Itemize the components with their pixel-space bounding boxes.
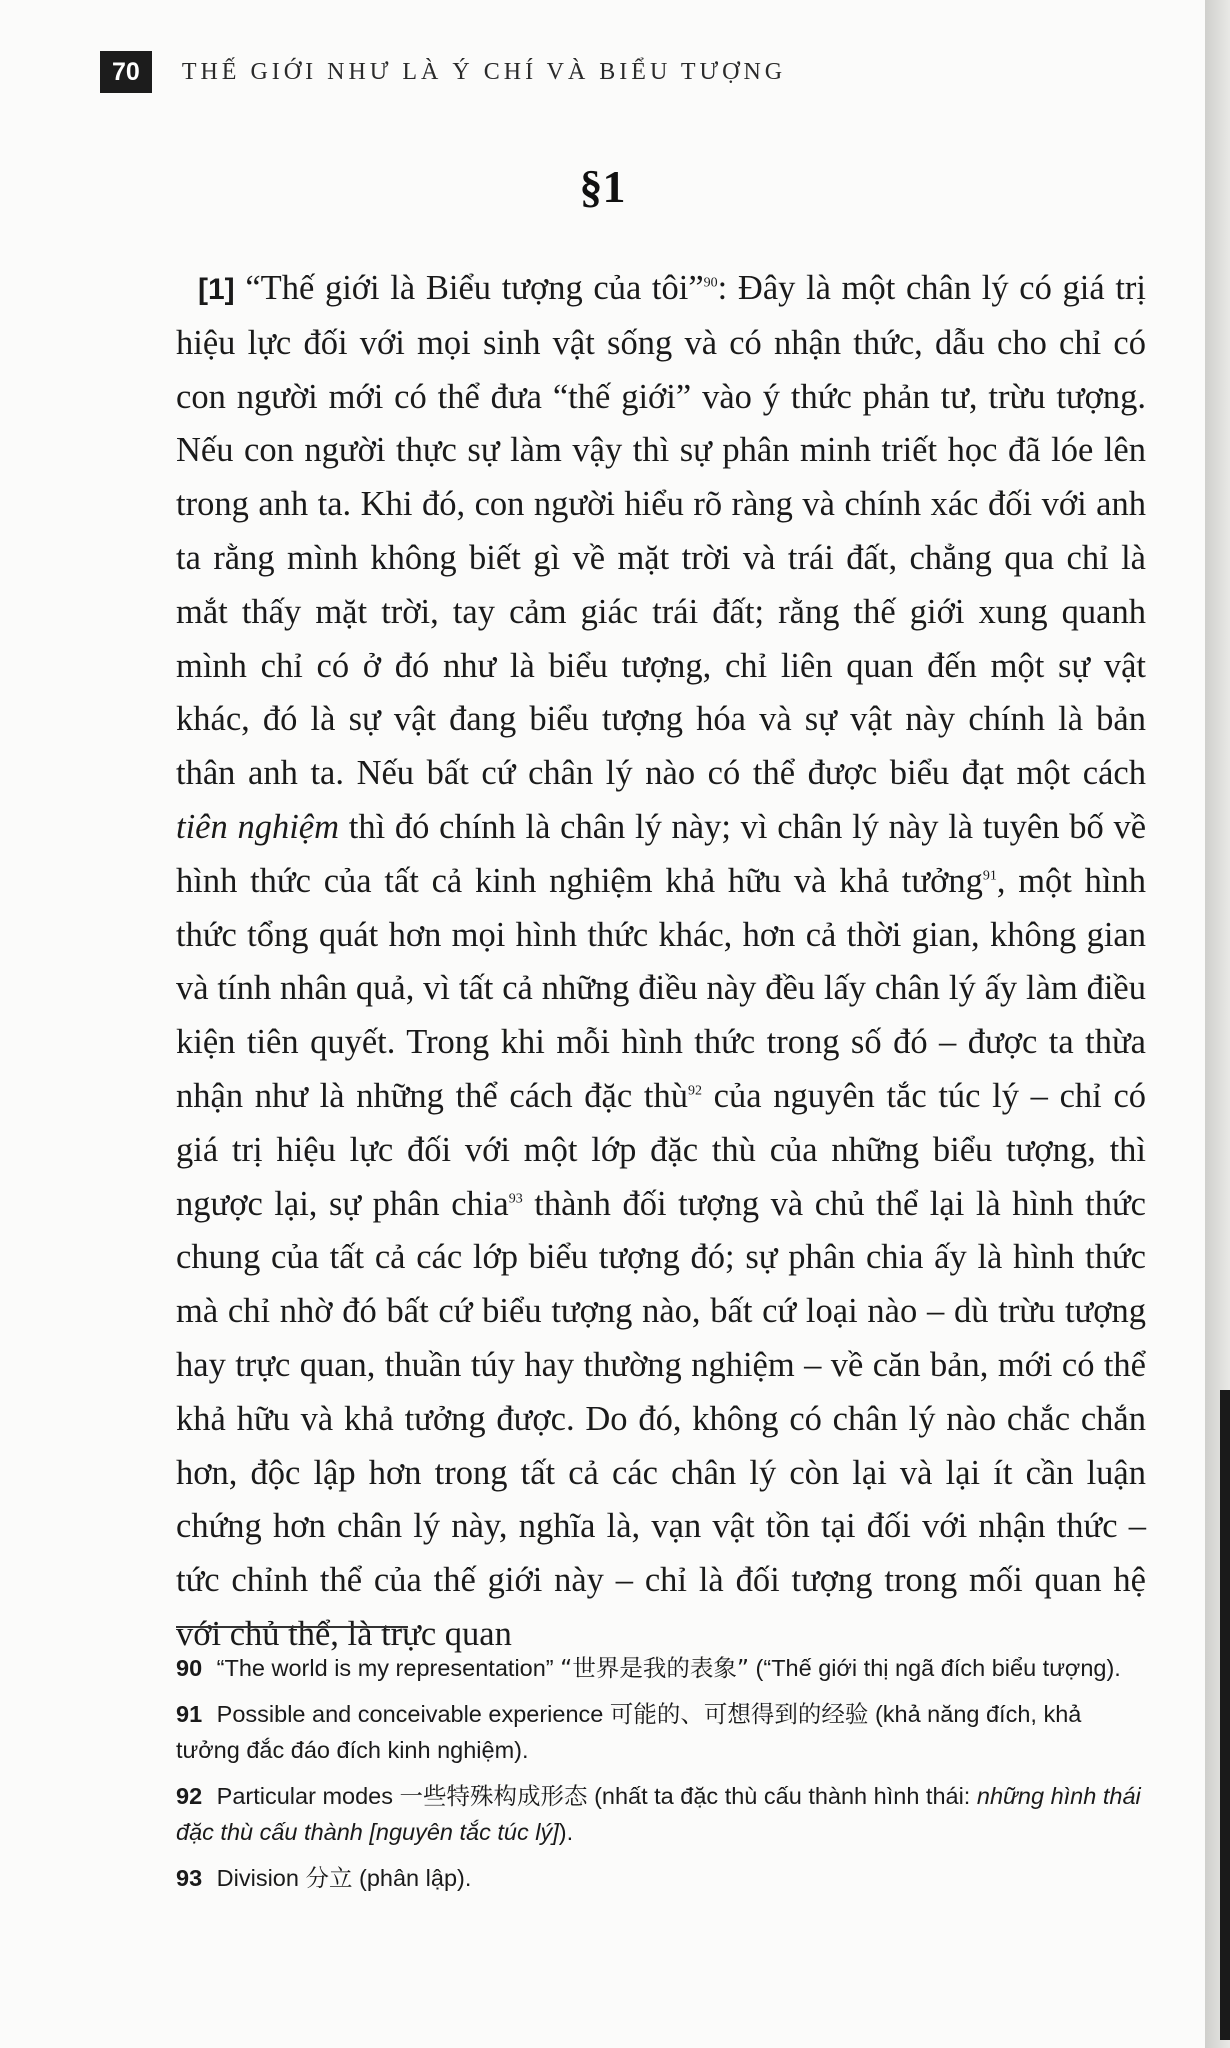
footnote-gloss: (khả năng đích, khả tưởng đắc đáo đích kinh nghiệm). [176,1701,1082,1763]
footnote-english: Possible and conceivable experience [216,1701,604,1727]
page-number: 70 [100,51,152,93]
running-title: THẾ GIỚI NHƯ LÀ Ý CHÍ VÀ BIỂU TƯỢNG [181,58,787,85]
italic-term: tiên nghiệm [176,807,340,846]
footnote-91 [176,1696,1146,1768]
footnote-92 [176,1778,1146,1850]
footnotes [176,1650,1146,1906]
footnote-93 [176,1860,1146,1896]
footnote-number: 90 [176,1655,203,1681]
footnote-gloss: (nhất ta đặc thù cấu thành hình thái: [594,1783,977,1809]
footnote-ref-91[interactable]: 91 [982,868,997,884]
footnote-divider [176,1626,408,1628]
footnote-gloss: (“Thế giới thị ngã đích biểu tượng). [755,1655,1121,1681]
paragraph-text: : Đây là một chân lý có giá trị hiệu lực đối với mọi sinh vật sống và có nhận thức, dẫu cho chỉ có con người mới có thể đưa “thế giới” vào ý thức phản tư, trừu tượng. Nếu con người thực sự làm vậy thì sự phân minh triết học đã lóe lên trong anh ta. Khi đó, con người hiểu rõ ràng và chính xác đối với anh ta rằng mình không biết gì về mặt trời và trái đất, chẳng qua chỉ là mắt thấy mặt trời, tay cảm giác trái đất; rằng thế giới xung quanh mình chỉ có ở đó như là biểu tượng, chỉ liên quan đến một sự vật khác, đó là sự vật đang biểu tượng hóa và sự vật này chính là bản thân anh ta. Nếu bất cứ chân lý nào có thể được biểu đạt một cách [176,269,1146,793]
footnote-ref-92[interactable]: 92 [687,1083,702,1099]
footnote-italic-gloss: những hình thái đặc thù cấu thành [nguyên tắc túc lý] [176,1783,1141,1845]
footnote-number: 92 [176,1783,203,1809]
footnote-chinese: 可能的、可想得到的经验 [609,1700,869,1728]
footnote-ref-90[interactable]: 90 [703,275,718,291]
footnote-chinese: 一些特殊构成形态 [399,1782,588,1810]
footnote-english: “The world is my representation” [216,1655,554,1681]
paragraph-text: thì đó chính là chân lý này; vì chân lý này là tuyên bố về hình thức của tất cả kinh nghiệm khả hữu và khả tưởng [176,807,1147,900]
section-heading: §1 [579,161,626,212]
paragraph-number: [1] [198,273,235,306]
footnote-number: 93 [176,1865,203,1891]
paragraph-text: “Thế giới là Biểu tượng của tôi” [234,269,704,307]
body-paragraph [176,262,1146,1662]
paragraph-text: , một hình thức tổng quát hơn mọi hình thức khác, hơn cả thời gian, không gian và tính nhân quả, vì tất cả những điều này đều lấy chân lý ấy làm điều kiện tiên quyết. Trong khi mỗi hình thức trong số đó – được ta thừa nhận như là những thể cách đặc thù [176,861,1146,1115]
paragraph-text: của nguyên tắc túc lý – chỉ có giá trị hiệu lực đối với một lớp đặc thù của những biểu tượng, thì ngược lại, sự phân chia [176,1076,1147,1223]
paragraph-text: thành đối tượng và chủ thể lại là hình thức chung của tất cả các lớp biểu tượng đó; sự phân chia ấy là hình thức mà chỉ nhờ đó bất cứ biểu tượng nào, bất cứ loại nào – dù trừu tượng hay trực quan, thuần túy hay thường nghiệm – về căn bản, mới có thể khả hữu và khả tưởng được. Do đó, không có chân lý nào chắc chắn hơn, độc lập hơn trong tất cả các chân lý còn lại và lại ít cần luận chứng hơn chân lý này, nghĩa là, vạn vật tồn tại đối với nhận thức – tức chỉnh thể của thế giới này – chỉ là đối tượng trong mối quan hệ với chủ thể, là trực quan [176,1184,1146,1653]
page-header [100,50,786,94]
footnote-chinese: “世界是我的表象” [560,1654,750,1682]
footnote-gloss-end: ). [558,1819,574,1845]
footnote-gloss: (phân lập). [359,1865,472,1891]
footnote-90 [176,1650,1146,1686]
footnote-english: Particular modes [216,1783,393,1809]
footnote-chinese: 分立 [305,1864,353,1892]
footnote-number: 91 [176,1701,203,1727]
binding-shadow [1220,1390,1230,2040]
footnote-ref-93[interactable]: 93 [508,1191,523,1207]
footnote-english: Division [216,1865,299,1891]
